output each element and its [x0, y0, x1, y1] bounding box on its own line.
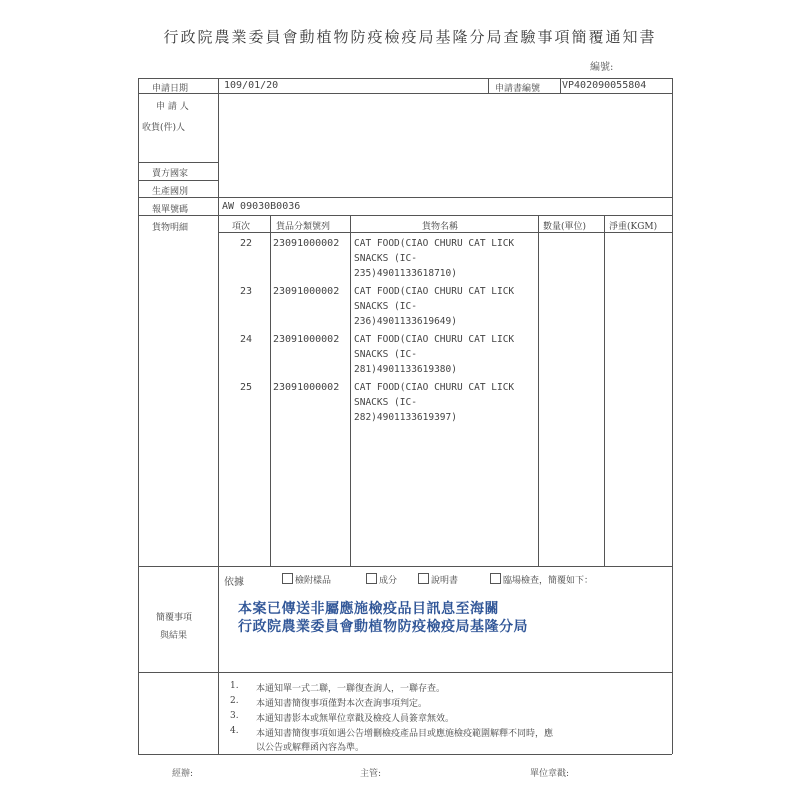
review-result-stamp	[238, 600, 528, 640]
row-item: 25	[240, 382, 253, 393]
document-title: 行政院農業委員會動植物防疫檢疫局基隆分局查驗事項簡覆通知書	[163, 28, 657, 46]
note-text: 本通知書簡復事項僅對本次查詢事項判定。	[256, 699, 428, 709]
note-number: 1.	[230, 681, 239, 691]
supervisor-signature-label: 主管:	[360, 769, 382, 779]
row-item: 23	[240, 286, 253, 297]
apply-date-label: 申請日期	[152, 84, 189, 94]
document-number-label: 編號:	[590, 62, 614, 73]
apply-number-label: 申請書編號	[495, 84, 541, 94]
checkbox-ingredient[interactable]: 成分	[366, 573, 397, 586]
row-name: CAT FOOD(CIAO CHURU CAT LICK SNACKS (IC- 236)4901133619649)	[354, 286, 515, 327]
goods-detail-label: 貨物明細	[152, 223, 189, 233]
row-name: CAT FOOD(CIAO CHURU CAT LICK SNACKS (IC- 282)4901133619397)	[354, 382, 515, 423]
stamp-line1: 本案已傳送非屬應施檢疫品目訊息至海關	[238, 601, 499, 617]
col-header-code: 貨品分類號列	[276, 222, 331, 232]
col-header-quantity: 數量(單位)	[543, 222, 587, 232]
checkbox-icon	[366, 573, 377, 584]
checkbox-site-inspection[interactable]: 臨場檢查，簡覆如下：	[490, 573, 593, 586]
row-code: 23091000002	[273, 382, 340, 393]
col-header-name: 貨物名稱	[422, 222, 459, 232]
col-header-item: 項次	[232, 222, 251, 232]
row-name: CAT FOOD(CIAO CHURU CAT LICK SNACKS (IC- 281)4901133619380)	[354, 334, 515, 375]
unit-stamp-label: 單位章戳:	[530, 769, 570, 779]
note-number: 2.	[230, 696, 239, 706]
checkbox-manual[interactable]: 說明書	[418, 573, 458, 586]
row-code: 23091000002	[273, 238, 340, 249]
note-number: 3.	[230, 711, 239, 721]
review-label-line1: 簡覆事項	[156, 613, 193, 623]
row-code: 23091000002	[273, 286, 340, 297]
review-label-line2: 與結果	[160, 631, 188, 641]
seller-country-label: 賣方國家	[152, 169, 189, 179]
apply-number-value: VP402090055804	[562, 80, 647, 91]
handler-signature-label: 經辦:	[172, 769, 194, 779]
row-code: 23091000002	[273, 334, 340, 345]
note-text: 本通知書簡復事項如遇公告增刪檢疫產品目或應施檢疫範圍解釋不同時，應	[256, 729, 554, 739]
row-item: 24	[240, 334, 253, 345]
checkbox-icon	[282, 573, 293, 584]
origin-country-label: 生產國別	[152, 187, 189, 197]
note-text: 以公告或解釋函內容為準。	[256, 743, 365, 753]
note-text: 本通知單一式二聯，一聯復查詢人，一聯存查。	[256, 684, 446, 694]
bill-number-value: AW 09030B0036	[222, 201, 301, 212]
row-item: 22	[240, 238, 253, 249]
note-number: 4.	[230, 726, 239, 736]
stamp-line2: 行政院農業委員會動植物防疫檢疫局基隆分局	[238, 619, 528, 635]
basis-label: 依據	[224, 577, 244, 588]
applicant-label: 申 請 人	[156, 102, 189, 112]
checkbox-icon	[418, 573, 429, 584]
note-text: 本通知書影本或無單位章戳及檢疫人員簽章無效。	[256, 714, 455, 724]
checkbox-attached-sample[interactable]: 檢附樣品	[282, 573, 331, 586]
apply-date-value: 109/01/20	[224, 80, 279, 91]
col-header-net-weight: 淨重(KGM)	[609, 222, 658, 232]
checkbox-icon	[490, 573, 501, 584]
row-name: CAT FOOD(CIAO CHURU CAT LICK SNACKS (IC- 235)4901133618710)	[354, 238, 515, 279]
bill-number-label: 報單號碼	[152, 205, 189, 215]
receiver-label: 收貨(件)人	[142, 123, 186, 133]
